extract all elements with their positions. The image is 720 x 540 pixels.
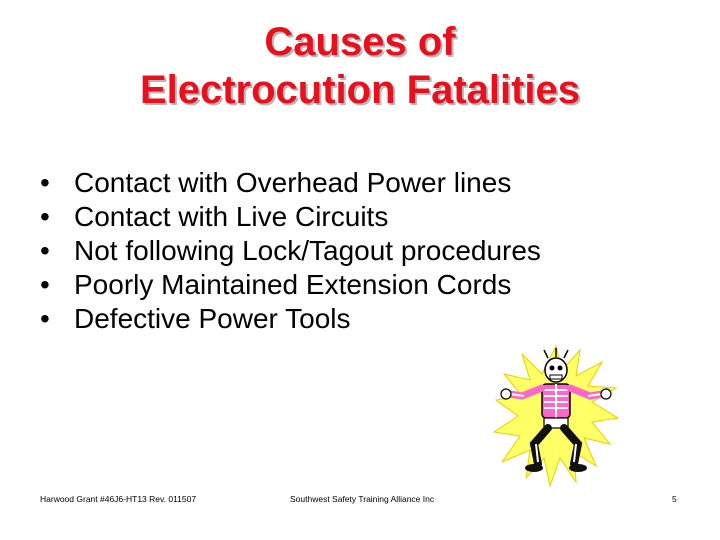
- slide-title-line-1: Causes of: [264, 20, 456, 64]
- footer-organization: Southwest Safety Training Alliance Inc: [290, 494, 435, 504]
- bullet-item: [40, 302, 541, 336]
- bullet-text: Poorly Maintained Extension Cords: [74, 269, 512, 300]
- slide-title: [0, 18, 720, 114]
- bullet-item: [40, 268, 541, 302]
- bullet-dot: •: [40, 269, 50, 300]
- bullet-dot: •: [40, 201, 50, 232]
- bullet-item: [40, 166, 541, 200]
- bullet-text: Contact with Live Circuits: [74, 201, 389, 232]
- bullet-text: Defective Power Tools: [74, 303, 351, 334]
- bullet-dot: •: [40, 167, 50, 198]
- bullet-dot: •: [40, 303, 50, 334]
- bullet-text: Contact with Overhead Power lines: [74, 167, 512, 198]
- bullet-item: [40, 200, 541, 234]
- footer-grant: Harwood Grant #46J6-HT13 Rev. 011507: [40, 494, 197, 504]
- bullet-item: [40, 234, 541, 268]
- bullet-text: Not following Lock/Tagout procedures: [74, 235, 541, 266]
- bullet-list: [40, 166, 541, 336]
- bullet-dot: •: [40, 235, 50, 266]
- electrocuted-skeleton-icon: [492, 340, 620, 490]
- slide-title-line-2: Electrocution Fatalities: [139, 68, 581, 112]
- page-number: 5: [672, 494, 677, 504]
